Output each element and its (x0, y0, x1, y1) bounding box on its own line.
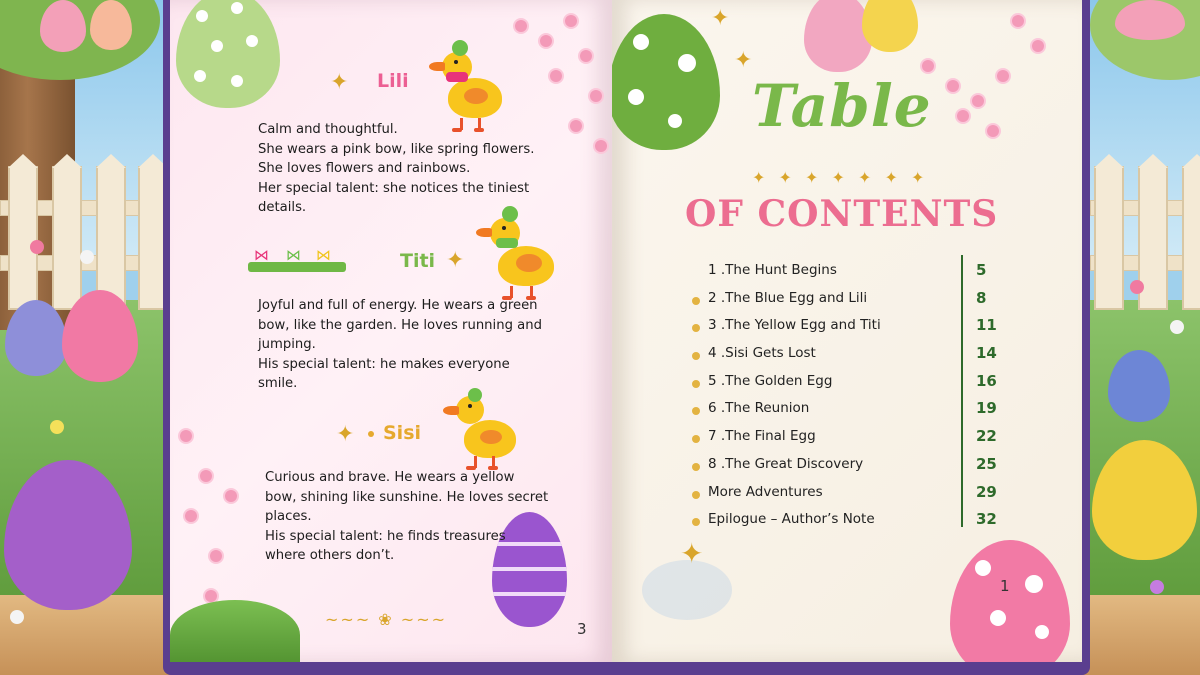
left-page-number: 3 (577, 620, 587, 638)
toc-entry-label: More Adventures (708, 483, 823, 500)
toc-entry-label: 4 .Sisi Gets Lost (708, 345, 816, 362)
sparkle-icon: ✦ (680, 537, 704, 570)
flower (1150, 580, 1164, 594)
character-description-titi: Joyful and full of energy. He wears a green bow, like the garden. He loves running and jumping. His special talent: he makes everyone smile. (258, 298, 542, 391)
bullet-dot-icon (692, 435, 700, 443)
toc-entry-page: 8 (976, 288, 987, 307)
duck-sisi-icon (442, 388, 522, 470)
bullet-dot-icon (692, 380, 700, 388)
flower (80, 250, 94, 264)
flower (1130, 280, 1144, 294)
toc-entry-page: 22 (976, 427, 997, 446)
toc-entry-label: 8 .The Great Discovery (708, 455, 864, 472)
toc-entry[interactable] (692, 454, 1012, 482)
sparkle-icon: ✦ (330, 70, 349, 95)
bullet-dot-icon (368, 431, 374, 437)
character-description-lili: Calm and thoughtful. She wears a pink bow, like spring flowers. She loves flowers and rainbows. Her special talent: she notices the tiniest details. (258, 122, 535, 215)
decorative-egg-yellow-top (862, 0, 918, 52)
toc-entry[interactable] (692, 343, 1012, 371)
toc-entry[interactable] (692, 288, 1012, 316)
character-name-sisi: Sisi (383, 422, 422, 444)
bullet-dot-icon (692, 352, 700, 360)
toc-entry-label: 5 .The Golden Egg (708, 372, 833, 389)
green-bow-icon: ⋈ (286, 246, 301, 264)
bows-grass-strip (248, 246, 346, 272)
toc-entry-label: 6 .The Reunion (708, 400, 810, 417)
flower (30, 240, 44, 254)
toc-entry-page: 32 (976, 510, 997, 529)
toc-entry-label: 7 .The Final Egg (708, 428, 816, 445)
flower (10, 610, 24, 624)
flower (50, 420, 64, 434)
fence-right (1090, 160, 1200, 310)
sparkle-icon: ✦ (446, 248, 465, 273)
decorative-egg-pink-top (804, 0, 872, 72)
toc-entry-page: 25 (976, 454, 997, 473)
yellow-bow-icon: ⋈ (316, 246, 331, 264)
toc-entry-page: 29 (976, 482, 997, 501)
easter-egg-pink-right (1115, 0, 1185, 40)
toc-entry[interactable] (692, 371, 1012, 399)
toc-entry-page: 14 (976, 344, 997, 363)
gold-flourish-ornament: ~~~ ❀ ~~~ (325, 610, 448, 629)
toc-entry[interactable] (692, 509, 1012, 537)
bullet-dot-icon (692, 463, 700, 471)
character-name-titi: Titi (400, 250, 436, 272)
toc-entry-page: 16 (976, 371, 997, 390)
fence-left (0, 160, 170, 310)
toc-entry-label: 2 .The Blue Egg and Lili (708, 289, 868, 306)
toc-entry[interactable] (692, 315, 1012, 343)
decorative-egg-pink-bottom (950, 540, 1070, 662)
sparkle-icon: ✦ (734, 48, 753, 73)
right-page-number: 1 (1000, 577, 1010, 595)
toc-title-of-contents: OF CONTENTS (685, 193, 999, 235)
toc-entry-label: Epilogue – Author’s Note (708, 511, 875, 528)
flower (1170, 320, 1184, 334)
toc-entry[interactable] (692, 482, 1012, 510)
character-name-lili: Lili (377, 70, 409, 92)
duck-titi-icon (474, 206, 560, 302)
toc-entry[interactable] (692, 260, 1012, 288)
decorative-egg-green-right (612, 14, 720, 150)
bullet-dot-icon (692, 324, 700, 332)
toc-entry-page: 5 (976, 261, 987, 279)
toc-entry-page: 11 (976, 316, 997, 335)
toc-entry-label: 1 .The Hunt Begins (708, 262, 837, 278)
gold-stars-divider: ✦ ✦ ✦ ✦ ✦ ✦ ✦ (752, 168, 929, 187)
toc-entry[interactable] (692, 426, 1012, 454)
sparkle-icon: ✦ (336, 422, 355, 447)
pink-bow-icon: ⋈ (254, 246, 269, 264)
bullet-dot-icon (692, 297, 700, 305)
grass-tuft (170, 600, 300, 662)
toc-title-table: Table (752, 72, 932, 140)
toc-entry[interactable] (692, 398, 1012, 426)
character-description-sisi: Curious and brave. He wears a yellow bow, shining like sunshine. He loves secret places. His special talent: he finds treasures where others don’t. (265, 470, 549, 563)
decorative-egg-green (176, 0, 280, 108)
toc-entry-label: 3 .The Yellow Egg and Titi (708, 317, 881, 334)
bullet-dot-icon (692, 491, 700, 499)
bullet-dot-icon (692, 407, 700, 415)
toc-entry-page: 19 (976, 399, 997, 418)
bullet-dot-icon (692, 518, 700, 526)
toc-list (692, 260, 1012, 537)
sparkle-icon: ✦ (711, 6, 730, 31)
